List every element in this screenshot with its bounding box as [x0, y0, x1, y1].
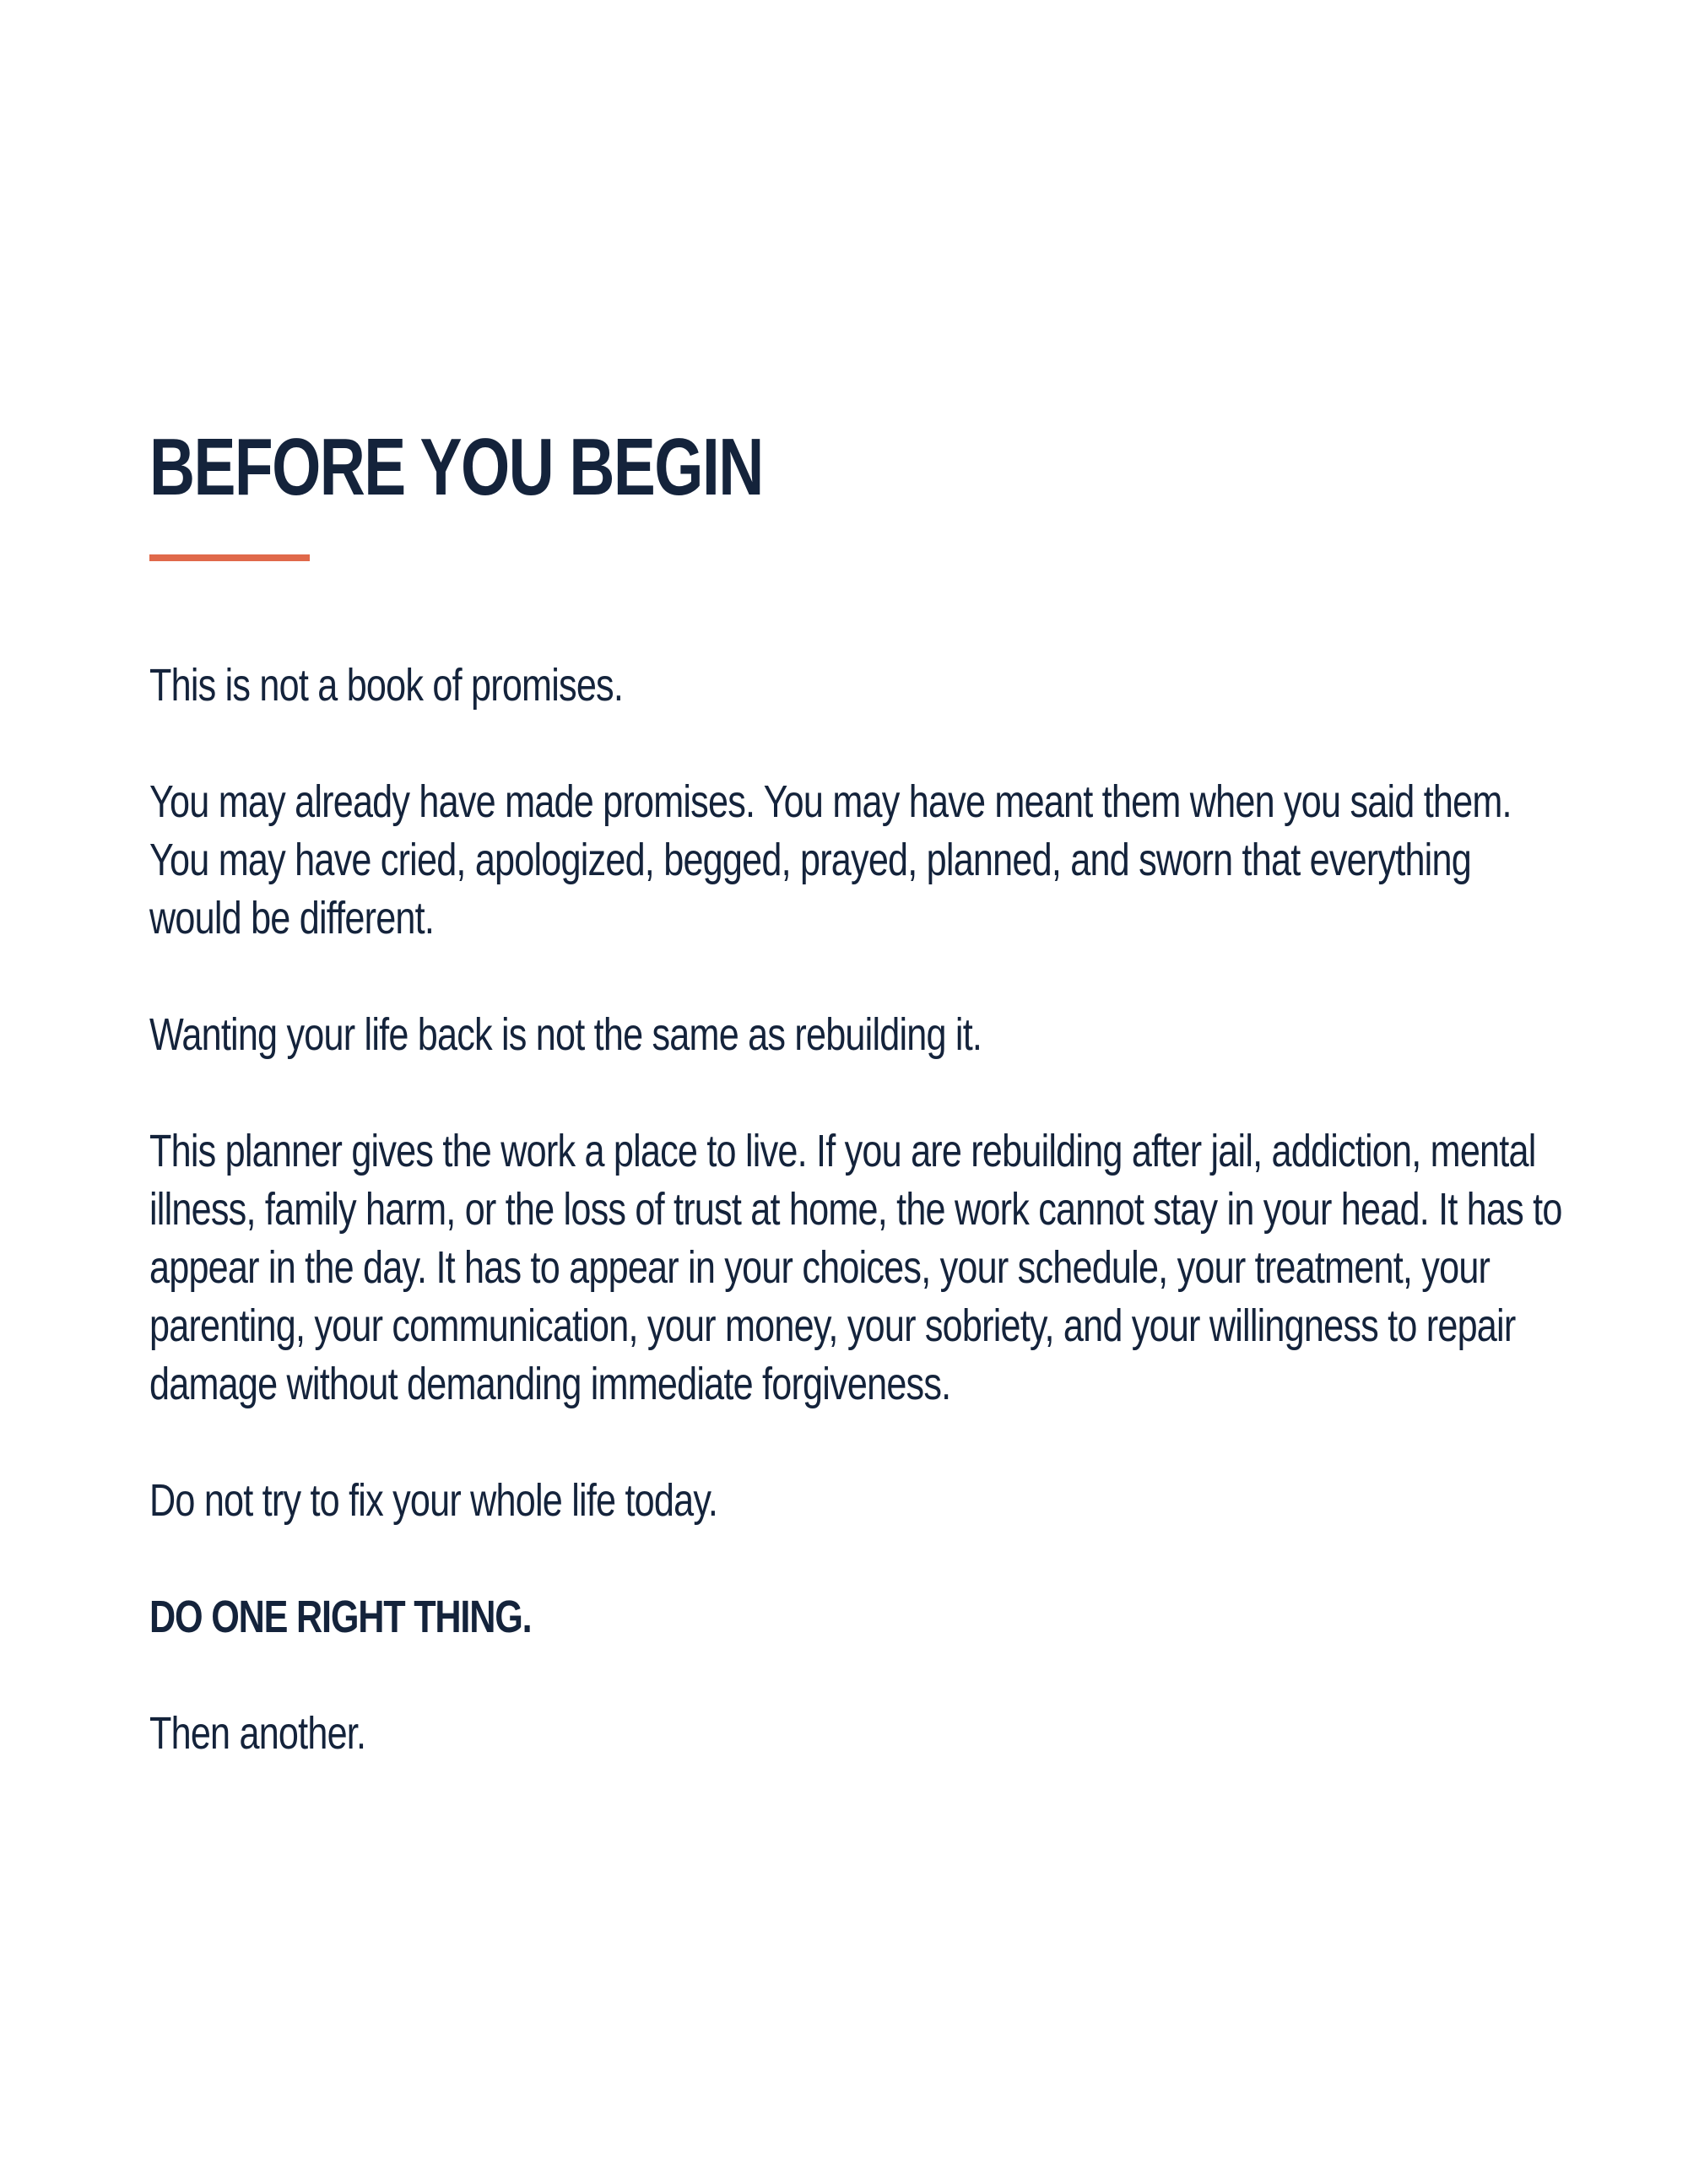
page-title: BEFORE YOU BEGIN — [149, 422, 763, 512]
paragraph-do-not-fix: Do not try to fix your whole life today. — [149, 1475, 718, 1526]
document-page — [149, 0, 1567, 2184]
paragraph-intro: This is not a book of promises. — [149, 660, 624, 711]
body-text — [149, 657, 1567, 1821]
paragraph-one-right-thing: DO ONE RIGHT THING. — [149, 1592, 532, 1642]
title-accent-rule — [149, 554, 310, 561]
paragraph-promises: You may already have made promises. You may have meant them when you said them. You may have cried, apologized, begged, prayed, planned, and sworn that everything would be different. — [149, 776, 1512, 943]
paragraph-planner: This planner gives the work a place to live. If you are rebuilding after jail, addiction, mental illness, family harm, or the loss of trust at home, the work cannot stay in your head. It has to appear in the day. It has to appear in your choices, your schedule, your treatment, your parenting, your communication, your money, your sobriety, and your willingness to repair damage without demanding immediate forgiveness. — [149, 1126, 1562, 1409]
paragraph-then-another: Then another. — [149, 1708, 366, 1759]
paragraph-wanting: Wanting your life back is not the same as rebuilding it. — [149, 1009, 982, 1060]
